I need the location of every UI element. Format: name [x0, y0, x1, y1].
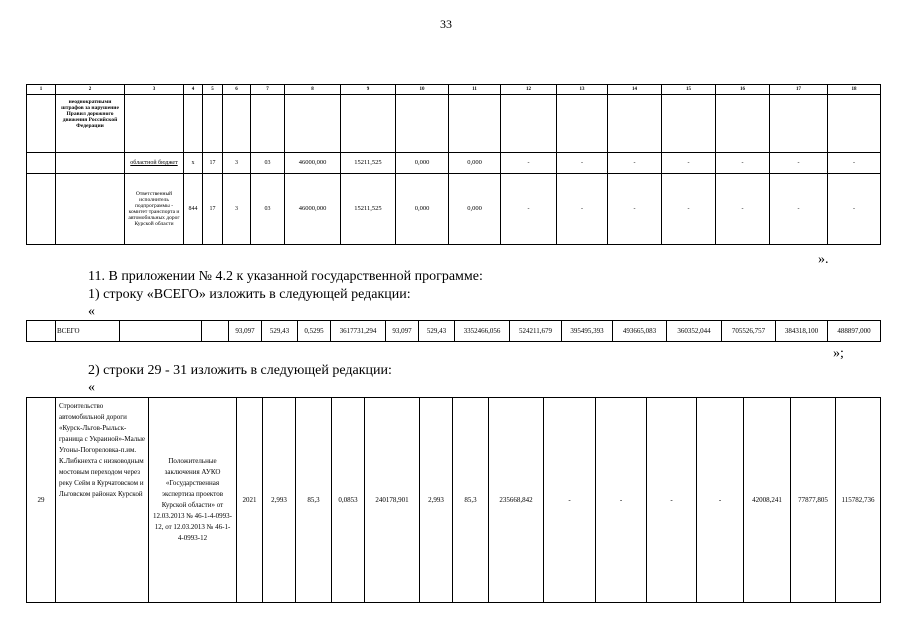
table-cell	[27, 321, 56, 342]
header-cell: 13	[557, 85, 608, 95]
table-row	[27, 398, 881, 603]
table-cell: 115782,736	[836, 398, 881, 603]
table-cell: 42008,241	[744, 398, 791, 603]
table-row	[27, 95, 881, 153]
table-cell: 493665,083	[613, 321, 667, 342]
table-cell: 03	[251, 153, 285, 174]
paragraph-2: 2) строки 29 - 31 изложить в следующей редакции:	[88, 363, 392, 378]
table-cell: 15211,525	[341, 174, 396, 245]
table-cell: -	[596, 398, 647, 603]
table-cell: -	[662, 174, 716, 245]
table-cell: 85,3	[453, 398, 489, 603]
table-cell	[202, 321, 229, 342]
table-cell: -	[608, 174, 662, 245]
header-cell: 5	[203, 85, 223, 95]
table-cell: -	[662, 153, 716, 174]
total-label: ВСЕГО	[56, 321, 120, 342]
table-cell: -	[647, 398, 697, 603]
table-cell: -	[770, 174, 828, 245]
header-cell: 6	[223, 85, 251, 95]
header-cell: 3	[125, 85, 184, 95]
table-cell: -	[544, 398, 596, 603]
table-cell: 17	[203, 153, 223, 174]
opening-quote: «	[88, 304, 95, 319]
table-cell: 0,000	[449, 153, 501, 174]
header-cell: 1	[27, 85, 56, 95]
table-cell: 2021	[237, 398, 263, 603]
header-cell: 8	[285, 85, 341, 95]
table-cell: 240178,901	[365, 398, 420, 603]
table-cell: 524211,679	[510, 321, 562, 342]
header-cell: 12	[501, 85, 557, 95]
table-cell: -	[557, 153, 608, 174]
table-cell: 844	[184, 174, 203, 245]
table-cell: 529,43	[419, 321, 455, 342]
table-cell: 235668,842	[489, 398, 544, 603]
header-cell: 7	[251, 85, 285, 95]
table-cell: 93,097	[229, 321, 262, 342]
table-cell: -	[608, 153, 662, 174]
closing-quote: ».	[818, 252, 829, 267]
header-cell: 2	[56, 85, 125, 95]
table-cell: 0,000	[396, 174, 449, 245]
table-row	[27, 174, 881, 245]
table-cell: 03	[251, 174, 285, 245]
table-cell: 384318,100	[776, 321, 828, 342]
object-description: Строительство автомобильной дороги «Курск-Льгов-Рыльск-граница с Украиной»-Малые Угоны-Погореловка-п.им. К.Либкнехта с низководным мостовым переходом через реку Сейм в Курчатовском и Льговском районах Курской	[56, 398, 149, 603]
table-cell: 488897,000	[828, 321, 881, 342]
table-cell: -	[770, 153, 828, 174]
table-cell: 529,43	[262, 321, 298, 342]
table-cell: 0,0853	[332, 398, 365, 603]
table-cell: -	[716, 174, 770, 245]
paragraph-1: 1) строку «ВСЕГО» изложить в следующей редакции:	[88, 287, 411, 302]
table-cell: 2,993	[263, 398, 296, 603]
table-cell: 3	[223, 153, 251, 174]
responsible-executor: Ответственный исполнитель подпрограммы - комитет транспорта и автомобильных дорог Курской области	[125, 174, 184, 245]
row-description: неоднократными штрафов за нарушение Правил дорожного движения Российской Федерации	[56, 95, 125, 153]
table-cell: -	[828, 153, 881, 174]
table-cell: 3617731,294	[331, 321, 386, 342]
closing-quote: »;	[833, 346, 844, 361]
table-row	[27, 153, 881, 174]
total-row-table	[26, 320, 881, 342]
table-cell: 395495,393	[562, 321, 613, 342]
header-cell: 16	[716, 85, 770, 95]
header-cell: 4	[184, 85, 203, 95]
table-cell: -	[501, 153, 557, 174]
table-cell: 15211,525	[341, 153, 396, 174]
table-cell: 3	[223, 174, 251, 245]
header-cell: 10	[396, 85, 449, 95]
table-cell: 46000,000	[285, 174, 341, 245]
page-number: 33	[440, 17, 452, 31]
rows-29-31-table	[26, 397, 881, 603]
table-cell: x	[184, 153, 203, 174]
header-cell: 18	[828, 85, 881, 95]
opening-quote: «	[88, 380, 95, 395]
table-cell: 93,097	[386, 321, 419, 342]
table-cell	[120, 321, 202, 342]
row-number: 29	[27, 398, 56, 603]
table-cell: -	[828, 174, 881, 245]
table-cell: 77877,805	[791, 398, 836, 603]
header-cell: 11	[449, 85, 501, 95]
table-cell: 0,5295	[298, 321, 331, 342]
table-cell: 705526,757	[722, 321, 776, 342]
table-cell: 0,000	[396, 153, 449, 174]
funding-source: областной бюджет	[125, 153, 184, 174]
table-cell: -	[501, 174, 557, 245]
paragraph-11: 11. В приложении № 4.2 к указанной государственной программе:	[88, 269, 483, 284]
expertise-conclusion: Положительные заключения АУКО «Государственная экспертиза проектов Курской области» от 12.03.2013 № 46-1-4-0993-12, от 12.03.2013 № 46-1-4-0993-12	[149, 398, 237, 603]
table-cell: 85,3	[296, 398, 332, 603]
table-cell: 2,993	[420, 398, 453, 603]
header-cell: 14	[608, 85, 662, 95]
table-cell: -	[557, 174, 608, 245]
header-cell: 15	[662, 85, 716, 95]
table-cell: 17	[203, 174, 223, 245]
table-cell: 46000,000	[285, 153, 341, 174]
table-cell: 0,000	[449, 174, 501, 245]
table-cell: -	[716, 153, 770, 174]
table-header-row	[27, 85, 881, 95]
table-cell: 3352466,056	[455, 321, 510, 342]
total-row	[27, 321, 881, 342]
table-cell: -	[697, 398, 744, 603]
table-cell: 360352,044	[667, 321, 722, 342]
header-cell: 17	[770, 85, 828, 95]
budget-table	[26, 84, 881, 245]
header-cell: 9	[341, 85, 396, 95]
